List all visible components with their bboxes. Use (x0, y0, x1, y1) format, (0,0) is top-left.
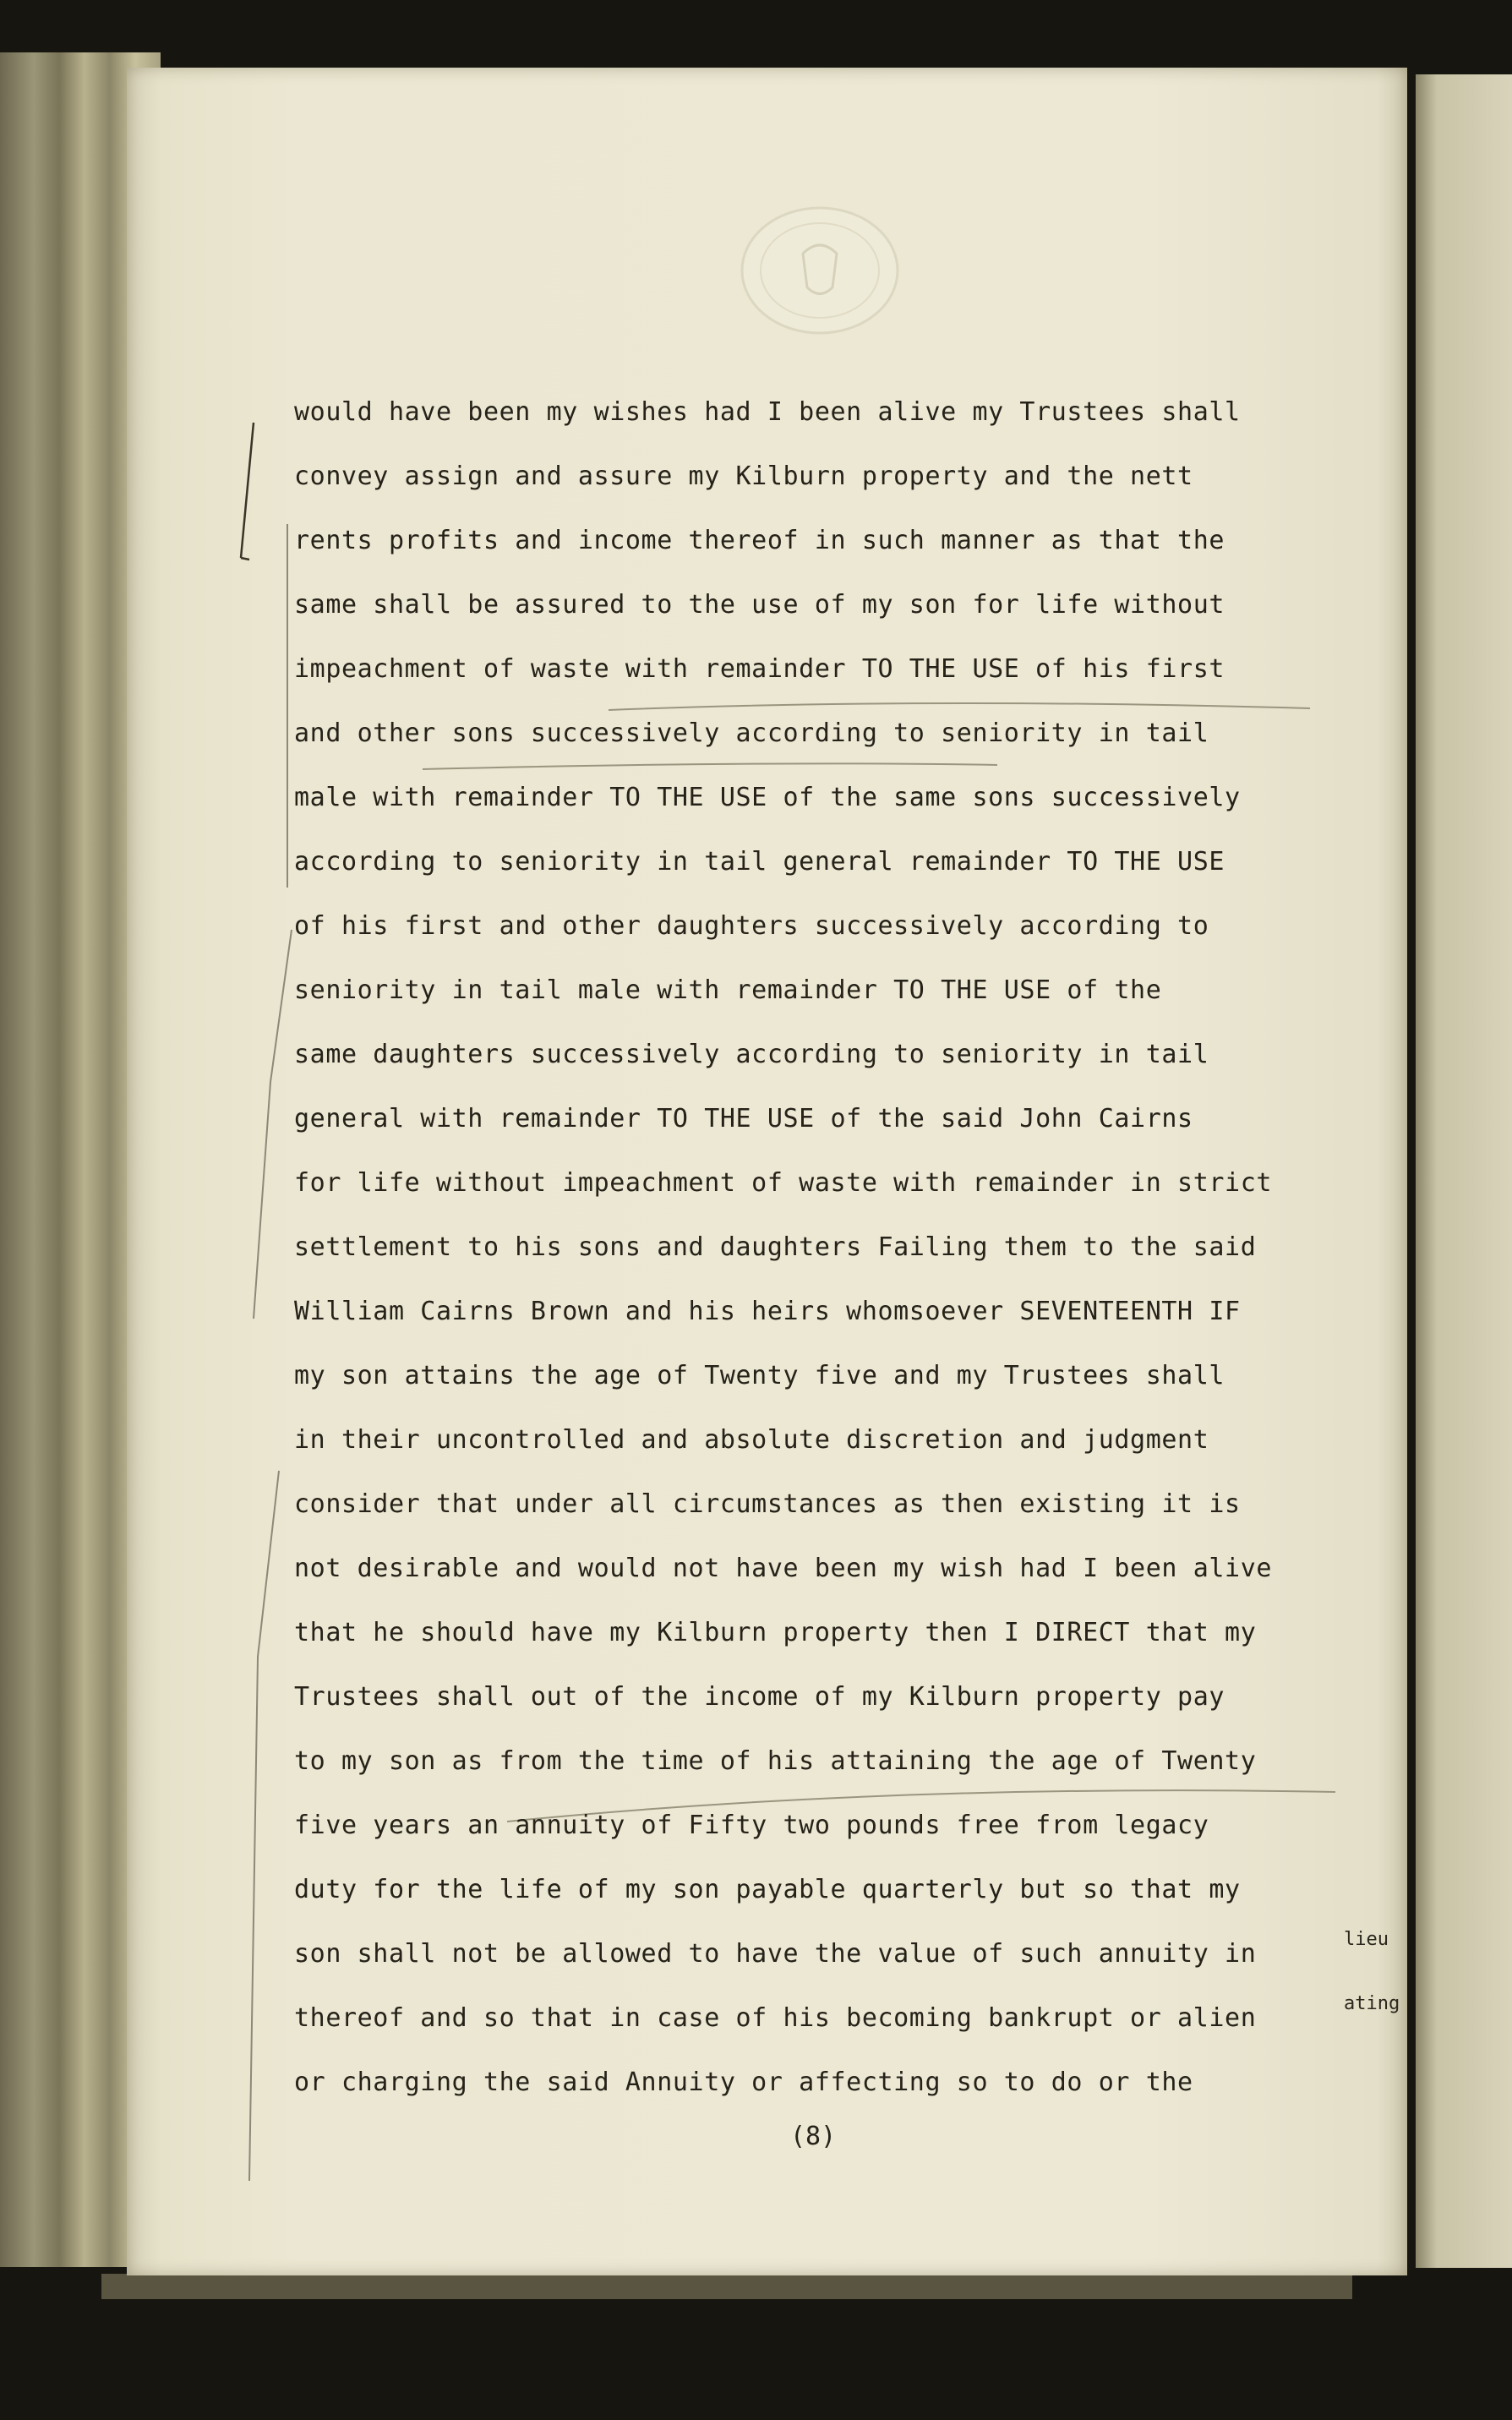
typed-line-6: and other sons successively according to seniority in tail (294, 718, 1209, 748)
margin-note-lieu: lieu (1344, 1929, 1389, 1950)
typed-line-26: thereof and so that in case of his becoming bankrupt or alien (294, 2003, 1257, 2033)
typed-line-12: general with remainder TO THE USE of the said John Cairns (294, 1104, 1193, 1134)
typed-line-2: convey assign and assure my Kilburn property and the nett (294, 462, 1193, 491)
typed-line-16: my son attains the age of Twenty five and my Trustees shall (294, 1361, 1225, 1390)
typed-line-1: would have been my wishes had I been alive my Trustees shall (294, 397, 1241, 427)
typed-line-14: settlement to his sons and daughters Failing them to the said (294, 1232, 1257, 1262)
typed-line-21: Trustees shall out of the income of my Kilburn property pay (294, 1682, 1225, 1712)
typed-line-3: rents profits and income thereof in such manner as that the (294, 526, 1225, 555)
typed-line-13: for life without impeachment of waste with remainder in strict (294, 1168, 1273, 1198)
typed-line-18: consider that under all circumstances as then existing it is (294, 1489, 1241, 1519)
typed-line-17: in their uncontrolled and absolute discretion and judgment (294, 1425, 1209, 1455)
typed-line-20: that he should have my Kilburn property then I DIRECT that my (294, 1618, 1257, 1647)
page-number: (8) (790, 2122, 837, 2151)
typed-line-8: according to seniority in tail general remainder TO THE USE (294, 847, 1225, 877)
typed-line-23: five years an annuity of Fifty two pounds free from legacy (294, 1811, 1209, 1840)
typed-line-10: seniority in tail male with remainder TO THE USE of the (294, 975, 1162, 1005)
typed-line-11: same daughters successively according to seniority in tail (294, 1040, 1209, 1069)
typed-line-4: same shall be assured to the use of my son for life without (294, 590, 1225, 620)
typed-line-22: to my son as from the time of his attaining the age of Twenty (294, 1746, 1257, 1776)
embossed-seal (735, 203, 904, 338)
typed-line-24: duty for the life of my son payable quarterly but so that my (294, 1875, 1241, 1904)
facing-page-edge (1416, 74, 1512, 2268)
typed-line-15: William Cairns Brown and his heirs whomsoever SEVENTEENTH IF (294, 1297, 1241, 1326)
typed-line-5: impeachment of waste with remainder TO THE USE of his first (294, 654, 1225, 684)
typed-line-7: male with remainder TO THE USE of the same sons successively (294, 783, 1241, 812)
typed-line-19: not desirable and would not have been my wish had I been alive (294, 1554, 1273, 1583)
typed-line-9: of his first and other daughters successively according to (294, 911, 1209, 941)
book-bottom-edge (101, 2274, 1352, 2299)
margin-note-ating: ating (1344, 1993, 1400, 2014)
typed-line-25: son shall not be allowed to have the value of such annuity in (294, 1939, 1257, 1969)
typed-line-27: or charging the said Annuity or affecting so to do or the (294, 2068, 1193, 2097)
